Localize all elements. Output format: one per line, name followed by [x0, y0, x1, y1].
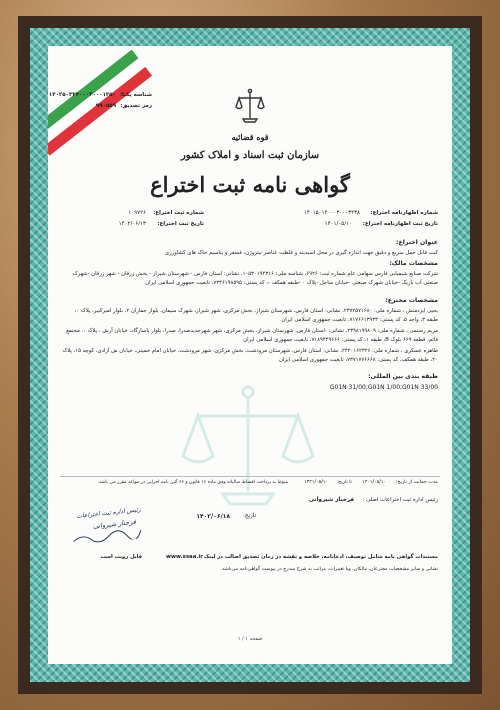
validity-start-value: ۱۴۰۱/۰۵/۱۰ — [362, 480, 386, 485]
classification-value: G01N 31/00;G01N 1/00;G01N 33/00 — [329, 384, 438, 391]
signature-date-value: ۱۴۰۲/۰۶/۱۸ — [196, 513, 230, 520]
notes-line-2: نشانی و سایر مشخصات مخترعان، مالکان، ویا تغییرات، مراتب به شرح مندرج در پیوست گواهی‌نامه می‌باشد. — [220, 567, 438, 572]
officer-label: رئیس اداره ثبت اختراعات اصلی : — [362, 497, 438, 503]
declaration-number-value: ۱۴۰۱۵۰۱۴۰۰۰۳۰۰۰۳۴۳۸ — [303, 210, 360, 216]
signature-stamp — [68, 504, 143, 545]
scales-of-justice-watermark — [168, 376, 328, 516]
certificate-title: گواهی نامه ثبت اختراع — [150, 172, 350, 197]
notes-prefix: مستندات گواهی نامه شامل توصیف، ادعانامه، خلاصه و نقشه در زمان تصدیق اصالت در لینک — [203, 554, 438, 560]
notes-link[interactable]: www.ssaa.ir — [166, 554, 203, 560]
validity-condition: منوط به پرداخت اقساط سالیانه وفق ماده ۱۶ قانون و ۶۶ آئین نامه اجرایی در مواعد مقرر می باشد. — [97, 480, 288, 485]
inventor-item: طاهره عسکری ، شماره ملی: ۲۴۲۰۱۶۲۳۲۶، نشانی: استان فارس، شهرستان مرودشت، بخش مرکزی، شهر مرودشت، خیابان امام خمینی، خیابان ش آزادی، کوچه ۱۵، پلاک ۲۰، طبقه همکف، کد پستی: ۷۳۷۱۷۷۶۶۶۸، تابعیت جمهوری اسلامی ایران — [62, 348, 438, 363]
divider — [60, 476, 440, 477]
classification-heading: طبقه بندی بین المللی: — [368, 373, 438, 380]
inventor-item: مریم رستمی ، شماره ملی: ۲۳۹۸۱۹۹۸۰۹، نشانی: -استان فارس، شهرستان شیراز، بخش مرکزی، شهر شهرجدیدصدرا، صدرا، بلوار پاسارگاد، خیابان آرش ، پلاک ۰، مجتمع قائم، قطعه ۶۶۹ بلوک B، طبقه ۱، کد پستی: ۷۱۸۹۴۴۹۶۶۶، تابعیت جمهوری اسلامی ایران — [66, 328, 438, 343]
verification-code-label: رمز تصدیق: — [120, 103, 152, 109]
tracking-value: ۱۴۰۲۵۰۳۲۴۰۰۰۳۰۰۰۱۳۵۰ — [48, 92, 116, 98]
registration-number-label: شماره ثبت اختراع: — [153, 210, 204, 216]
owner-heading: مشخصات مالک: — [389, 260, 438, 267]
validity-until-label: تا تاریخ: — [336, 480, 352, 485]
stamp-line-1: رئیس اداره ثبت اختراعات — [76, 506, 141, 521]
verification-code-value: ۹۹۰۵۵۹ — [95, 103, 116, 109]
scales-emblem-icon — [234, 88, 266, 124]
officer-name: فرحناز شیروانی — [308, 497, 354, 503]
certificate-paper — [48, 46, 452, 664]
validity-start-label: مدت حمایت از تاریخ: — [395, 480, 438, 485]
signature-date-label: تاریخ: — [242, 513, 256, 519]
notes-suffix: قابل رویت است — [100, 554, 142, 560]
declaration-number-label: شماره اظهارنامه اختراع: — [370, 210, 438, 216]
registration-date-value: ۱۴۰۲/۰۶/۱۳ — [118, 221, 146, 227]
inventors-heading: مشخصات مخترع: — [385, 297, 438, 304]
stamp-line-2: فرحناز شیروانی — [92, 517, 137, 531]
owner-text: شرکت صنایع شیمیایی فارس سهامی عام شماره ثبت: ۶۹۲۶، شناسه ملی: ۱۰۵۳۰۱۹۴۳۱۶، نشانی: استان فارس - شهرستان شیراز - بخش زرقان - شهر زرقان -شهرک صنعتی آب باریک -خیابان شهرک صنعتی -خیابان ساحل -پلاک ۰ -طبقه همکف -، کد پستی: ۷۳۴۶۱۹۸۵۹۵، تابعیت جمهوری اسلامی ایران — [73, 271, 438, 286]
invention-title-heading: عنوان اختراع: — [396, 239, 438, 246]
declaration-date-value: ۱۴۰۱/۰۵/۱۰ — [324, 221, 352, 227]
tracking-label: شناسه یکتا: — [119, 92, 152, 98]
invention-title-text: کیت قابل حمل سریع و دقیق جهت اندازه گیری در محل اسیدیته و غلظت عناصر نیتروژن، فسفر و پتاسیم خاک های کشاورزی — [164, 250, 438, 256]
organization-name: سازمان ثبت اسناد و املاک کشور — [180, 150, 320, 161]
registration-date-label: تاریخ ثبت اختراع: — [157, 221, 204, 227]
signature-scribble-icon — [71, 526, 144, 545]
registration-number-value: ۱۰۹۷۲۶ — [128, 210, 146, 216]
inventor-item: یحیی ایزدمنش ، شماره ملی: ۲۳۷۲۵۷۱۶۸۰، نشانی: استان فارس، شهرستان شیراز، بخش مرکزی، شهر شیراز، شهرک سیمان، بلوار جماران ۲، بلوار امیرکبیر، پلاک ۰، طبقه ۳، واحد ۵، کد پستی: ۷۱۷۶۶۱۳۹۳۳، تابعیت جمهوری اسلامی ایران — [74, 308, 438, 323]
validity-until-value: ۱۴۲۱/۰۵/۱۰ — [304, 480, 328, 485]
declaration-date-label: تاریخ ثبت اظهارنامه اختراع: — [362, 221, 438, 227]
page-number: صفحه ۱ / ۱ — [237, 636, 263, 642]
judiciary-label: قوه قضائیه — [231, 132, 269, 142]
